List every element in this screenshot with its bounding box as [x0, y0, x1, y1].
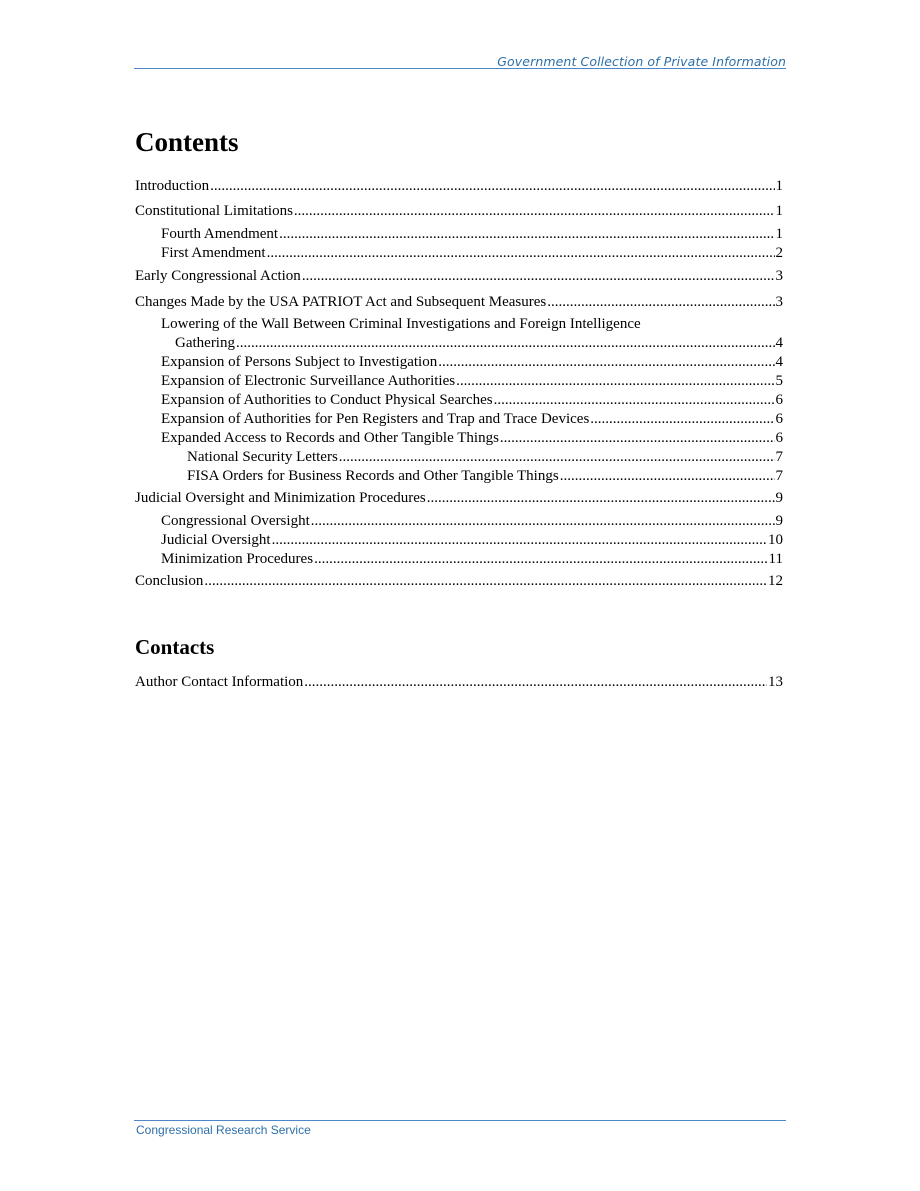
toc-entry-early-congressional-action[interactable]: Early Congressional Action ..... 3: [135, 267, 783, 286]
toc-entry-expansion-of-persons[interactable]: Expansion of Persons Subject to Investigation ..... 4: [161, 353, 783, 372]
toc-entry-constitutional-limitations[interactable]: Constitutional Limitations ..... 1: [135, 202, 783, 221]
toc-entry-expansion-of-electronic-surveillance[interactable]: Expansion of Electronic Surveillance Authorities ..... 5: [161, 372, 783, 391]
toc-entry-congressional-oversight[interactable]: Congressional Oversight ..... 9: [161, 512, 783, 531]
contacts-heading: Contacts: [135, 635, 215, 659]
toc-entry-lowering-of-the-wall-line1[interactable]: Lowering of the Wall Between Criminal Investigations and Foreign Intelligence: [161, 316, 641, 332]
toc-entry-usa-patriot-act-changes[interactable]: Changes Made by the USA PATRIOT Act and Subsequent Measures ..... 3: [135, 293, 783, 312]
toc-entry-conclusion[interactable]: Conclusion ..... 12: [135, 572, 783, 591]
toc-entry-minimization-procedures[interactable]: Minimization Procedures ..... 11: [161, 550, 783, 569]
footer-organization: Congressional Research Service: [136, 1123, 311, 1137]
toc-entry-fisa-orders[interactable]: FISA Orders for Business Records and Other Tangible Things ..... 7: [187, 467, 783, 486]
header-divider: [134, 68, 786, 69]
toc-entry-judicial-oversight[interactable]: Judicial Oversight ..... 10: [161, 531, 783, 550]
contents-heading: Contents: [135, 127, 239, 157]
toc-entry-expanded-access-to-records[interactable]: Expanded Access to Records and Other Tangible Things ..... 6: [161, 429, 783, 448]
toc-entry-expansion-of-physical-searches[interactable]: Expansion of Authorities to Conduct Physical Searches ..... 6: [161, 391, 783, 410]
toc-entry-author-contact-information[interactable]: Author Contact Information ..... 13: [135, 673, 783, 692]
toc-entry-lowering-of-the-wall[interactable]: Gathering ..... 4: [175, 334, 783, 353]
running-header-title: Government Collection of Private Information: [497, 54, 786, 69]
footer-divider: [134, 1120, 786, 1121]
toc-entry-expansion-of-pen-registers[interactable]: Expansion of Authorities for Pen Registers and Trap and Trace Devices ..... 6: [161, 410, 783, 429]
toc-entry-judicial-oversight-and-minimization[interactable]: Judicial Oversight and Minimization Procedures ..... 9: [135, 489, 783, 508]
toc-entry-introduction[interactable]: Introduction ..... 1: [135, 177, 783, 196]
toc-entry-fourth-amendment[interactable]: Fourth Amendment ..... 1: [161, 225, 783, 244]
toc-entry-national-security-letters[interactable]: National Security Letters ..... 7: [187, 448, 783, 467]
toc-entry-first-amendment[interactable]: First Amendment ..... 2: [161, 244, 783, 263]
